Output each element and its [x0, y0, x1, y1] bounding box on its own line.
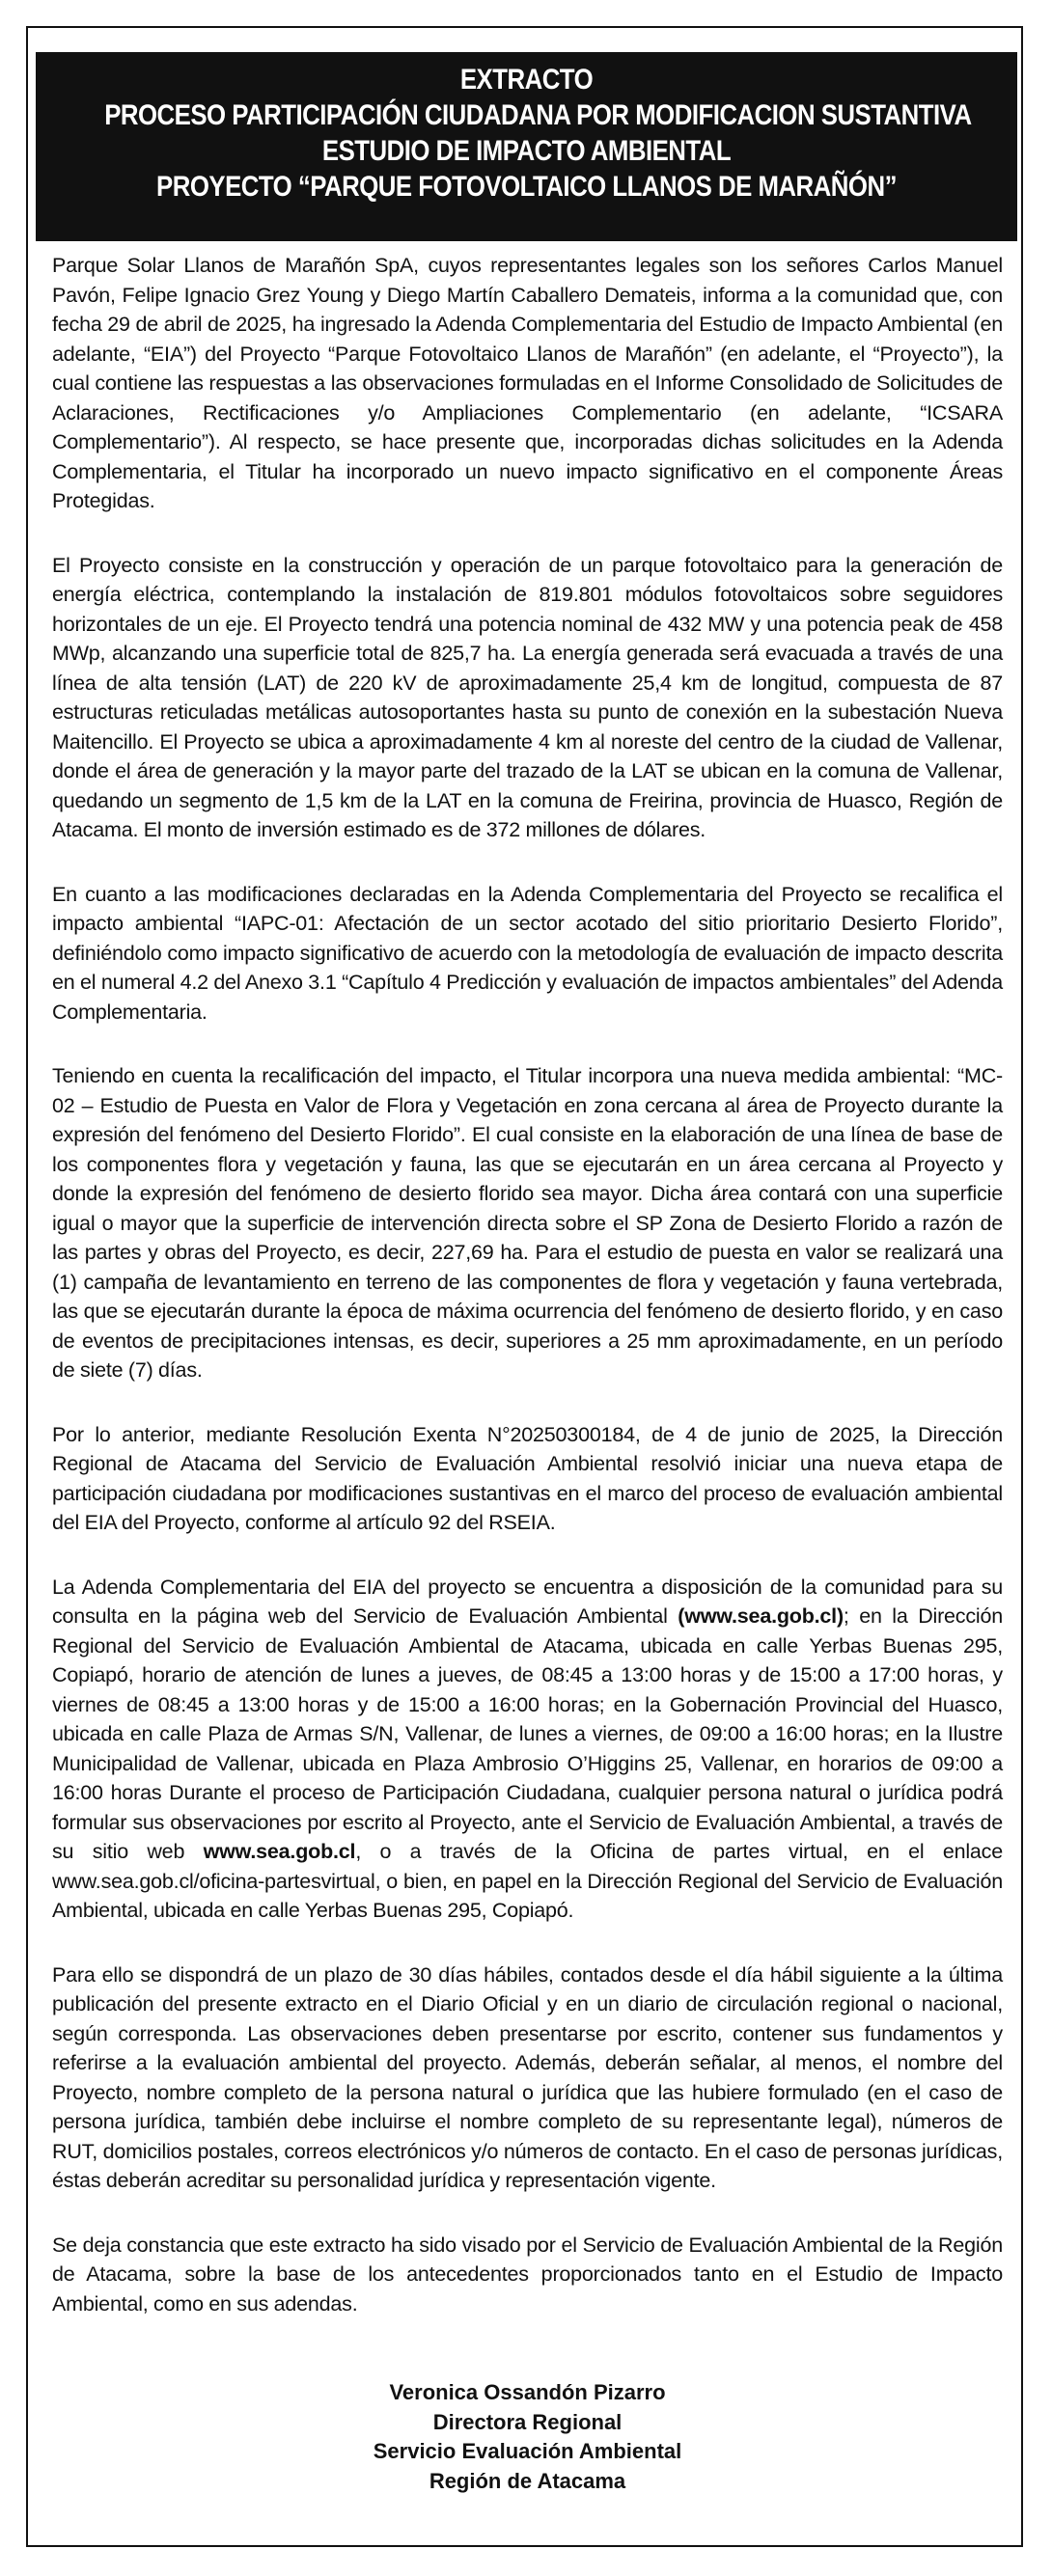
paragraph-resolution: Por lo anterior, mediante Resolución Exenta N°20250300184, de 4 de junio de 2025, la Dirección Regional de Atacama del Servicio de Evaluación Ambiental resolvió iniciar una nueva etapa de participación ciudadana por modificaciones sustantivas en el marco del proceso de evaluación ambiental del EIA del Proyecto, conforme al artículo 92 del RSEIA. [52, 1422, 1003, 1534]
availability-text-2: ; en la Dirección Regional del Servicio de Evaluación Ambiental de Atacama, ubicada en calle Yerbas Buenas 295, Copiapó, horario de atención de lunes a jueves, de 08:45 a 13:00 horas y de 15:00 a 17:00 horas, y viernes de 08:45 a 13:00 horas y de 15:00 a 16:00 horas; en la Gobernación Provincial del Huasco, ubicada en calle Plaza de Armas S/N, Vallenar, de lunes a viernes, de 09:00 a 16:00 horas; en la Ilustre Municipalidad de Vallenar, ubicada en Plaza Ambrosio O’Higgins 25, Vallenar, en horarios de 09:00 a 16:00 horas Durante el proceso de Participación Ciudadana, cualquier persona natural o jurídica podrá formular sus observaciones por escrito al Proyecto, ante el Servicio de Evaluación Ambiental, a través de su sitio web [52, 1604, 1003, 1863]
paragraph-deadline: Para ello se dispondrá de un plazo de 30 días hábiles, contados desde el día hábil siguiente a la última publicación del presente extracto en el Diario Oficial y en un diario de circulación regional o nacional, según corresponda. Las observaciones deben presentarse por escrito, contener sus fundamentos y referirse a la evaluación ambiental del proyecto. Además, deberán señalar, al menos, el nombre del Proyecto, nombre completo de la persona natural o jurídica que las hubiere formulado (en el caso de persona jurídica, también debe incluirse el nombre completo de su representante legal), números de RUT, domicilios postales, correos electrónicos y/o números de contacto. En el caso de personas jurídicas, éstas deberán acreditar su personalidad jurídica y representación vigente. [52, 1962, 1003, 2192]
paragraph-intro: Parque Solar Llanos de Marañón SpA, cuyos representantes legales son los señores Carlos Manuel Pavón, Felipe Ignacio Grez Young y Diego Martín Caballero Demateis, informa a la comunidad que, con fecha 29 de abril de 2025, ha ingresado la Adenda Complementaria del Estudio de Impacto Ambiental (en adelante, “EIA”) del Proyecto “Parque Fotovoltaico Llanos de Marañón” (en adelante, el “Proyecto”), la cual contiene las respuestas a las observaciones formuladas en el Informe Consolidado de Solicitudes de Aclaraciones, Rectificaciones y/o Ampliaciones Complementario (en adelante, “ICSARA Complementario”). Al respecto, se hace presente que, incorporadas dichas solicitudes en la Adenda Complementaria, el Titular ha incorporado un nuevo impacto significativo en el componente Áreas Protegidas. [52, 254, 1003, 512]
paragraph-project-description: El Proyecto consiste en la construcción y operación de un parque fotovoltaico para la generación de energía eléctrica, contemplando la instalación de 819.801 módulos fotovoltaicos sobre seguidores horizontales de un eje. El Proyecto tendrá una potencia nominal de 432 MW y una potencia peak de 458 MWp, alcanzando una superficie total de 825,7 ha. La energía generada será evacuada a través de una línea de alta tensión (LAT) de 220 kV de aproximadamente 25,4 km de longitud, compuesta de 87 estructuras reticuladas metálicas autosoportantes hasta su punto de conexión en la subestación Nueva Maitencillo. El Proyecto se ubica a aproximadamente 4 km al noreste del centro de la ciudad de Vallenar, donde el área de generación y la mayor parte del trazado de la LAT se ubican en la comuna de Vallenar, quedando un segmento de 1,5 km de la LAT en la comuna de Freirina, provincia de Huasco, Región de Atacama. El monto de inversión estimado es de 372 millones de dólares. [52, 553, 1003, 841]
document-body [52, 251, 1003, 2353]
paragraph-new-measure: Teniendo en cuenta la recalificación del impacto, el Titular incorpora una nueva medida ambiental: “MC-02 – Estudio de Puesta en Valor de Flora y Vegetación en zona cercana al área de Proyecto durante la expresión del fenómeno del Desierto Florido”. El cual consiste en la elaboración de una línea de base de los componentes flora y vegetación y fauna, las que se ejecutarán en un área cercana al Proyecto y donde la expresión del fenómeno de desierto florido sea mayor. Dicha área contará con una superficie igual o mayor que la superficie de intervención directa sobre el SP Zona de Desierto Florido a razón de las partes y obras del Proyecto, es decir, 227,69 ha. Para el estudio de puesta en valor se realizará una (1) campaña de levantamiento en terreno de las componentes de flora y vegetación y fauna vertebrada, las que se ejecutarán durante la época de máxima ocurrencia del fenómeno de desierto florido, y en caso de eventos de precipitaciones intensas, es decir, superiores a 25 mm aproximadamente, en un período de siete (7) días. [52, 1064, 1003, 1382]
header-process: PROCESO PARTICIPACIÓN CIUDADANA POR MODIFICACION SUSTANTIVA [104, 99, 972, 131]
header-study: ESTUDIO DE IMPACTO AMBIENTAL [321, 135, 732, 167]
signatory-region: Región de Atacama [429, 2468, 626, 2493]
paragraph-availability [52, 1573, 1003, 1926]
header-project: PROYECTO “PARQUE FOTOVOLTAICO LLANOS DE MARAÑÓN” [156, 171, 897, 203]
signatory-organization: Servicio Evaluación Ambiental [373, 2439, 682, 2463]
header-banner [36, 52, 1017, 241]
signature-block [52, 2378, 1003, 2496]
signatory-title: Directora Regional [432, 2409, 623, 2434]
paragraph-impact-recalification: En cuanto a las modificaciones declaradas en la Adenda Complementaria del Proyecto se recalifica el impacto ambiental “IAPC-01: Afectación de un sector acotado del sitio prioritario Desierto Florido”, definiéndolo como impacto significativo de acuerdo con la metodología de evaluación de impacto descrita en el numeral 4.2 del Anexo 3.1 “Capítulo 4 Predicción y evaluación de impactos ambientales” del Adenda Complementaria. [52, 882, 1003, 1024]
availability-text-1: La Adenda Complementaria del EIA del proyecto se encuentra a disposición de la comunidad para su consulta en la página web del Servicio de Evaluación Ambiental [52, 1575, 1003, 1628]
paragraph-certification: Se deja constancia que este extracto ha sido visado por el Servicio de Evaluación Ambiental de la Región de Atacama, sobre la base de los antecedentes proporcionados tanto en el Estudio de Impacto Ambiental, como en sus adendas. [52, 2233, 1003, 2316]
sea-website-link-2[interactable]: www.sea.gob.cl [203, 1840, 356, 1863]
header-title: EXTRACTO [459, 64, 594, 96]
sea-website-link[interactable]: (www.sea.gob.cl) [678, 1604, 844, 1628]
availability-text-3: , o a través de la Oficina de partes virtual, en el enlace www.sea.gob.cl/oficina-partesvirtual, o bien, en papel en la Dirección Regional del Servicio de Evaluación Ambiental, ubicada en calle Yerbas Buenas 295, Copiapó. [52, 1840, 1003, 1922]
signatory-name: Veronica Ossandón Pizarro [389, 2380, 666, 2404]
